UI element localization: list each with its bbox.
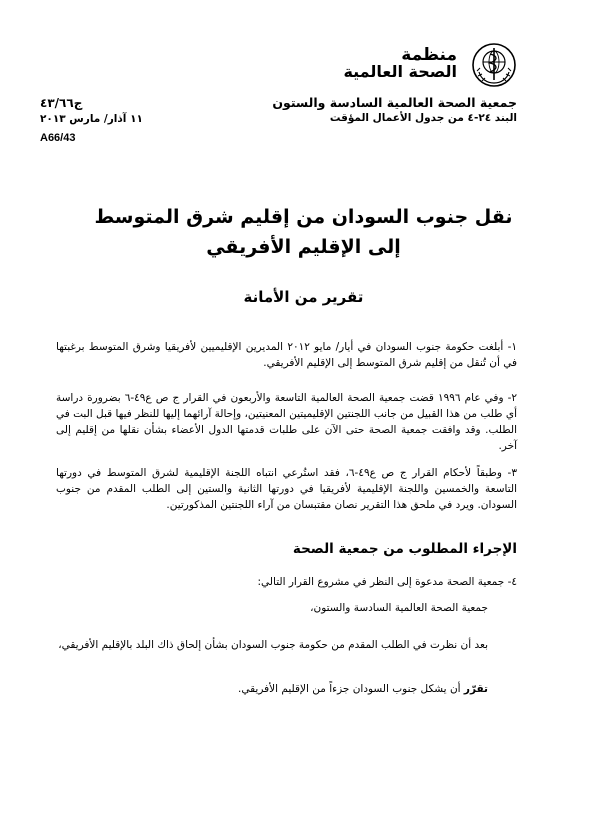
- decides-text: أن يشكل جنوب السودان جزءاً من الإقليم الأفريقي.: [238, 683, 461, 695]
- org-name-line1: منظمة: [401, 45, 457, 65]
- resolution-preamble: جمعية الصحة العالمية السادسة والستون،: [310, 602, 488, 614]
- who-emblem-icon: [471, 42, 517, 88]
- paragraph-2: ٢- وفي عام ١٩٩٦ قضت جمعية الصحة العالمية التاسعة والأربعون في القرار ج ص ع٤٩-٦ بضرورة دراسة أي طلب من هذا القبيل من جانب اللجنتين الإقليميتين المعنيتين، وإحالة آرائهما إليها للنظر فيها قبل البت في الطلب. وقد وافقت جمعية الصحة حتى الآن على طلبات قدمتها الدول الأعضاء بشأن نقلها من إقليم إلى آخر.: [56, 392, 518, 452]
- title-line-2: إلى الإقليم الأفريقي: [206, 236, 401, 258]
- decides-keyword: تقرّر: [463, 683, 488, 695]
- paragraph-1: ١- أبلغت حكومة جنوب السودان في أيار/ مايو ٢٠١٢ المديرين الإقليميين لأفريقيا وشرق المتوسط برغبتها في أن تُنقل من إقليم شرق المتوسط إلى الإقليم الأفريقي.: [56, 341, 517, 369]
- org-name-line2: الصحة العالمية: [343, 62, 457, 81]
- resolution-considering: بعد أن نظرت في الطلب المقدم من حكومة جنوب السودان بشأن إلحاق ذاك البلد بالإقليم الأفريقي،: [58, 639, 488, 651]
- document-number: ج٤٣/٦٦: [40, 96, 83, 110]
- assembly-name: جمعية الصحة العالمية السادسة والستون: [272, 95, 517, 110]
- report-subtitle: تقرير من الأمانة: [243, 288, 364, 306]
- resolution-decides: [238, 683, 488, 695]
- document-title: [90, 202, 517, 262]
- document-symbol: A66/43: [40, 132, 76, 144]
- action-heading: الإجراء المطلوب من جمعية الصحة: [292, 541, 517, 557]
- paragraph-4: ٤- جمعية الصحة مدعوة إلى النظر في مشروع القرار التالي:: [257, 576, 517, 588]
- title-line-1: نقل جنوب السودان من إقليم شرق المتوسط: [94, 206, 513, 228]
- paragraph-3: ٣- وطبقاً لأحكام القرار ج ص ع٤٩-٦، فقد استُرعي انتباه اللجنة الإقليمية لشرق المتوسط في دورتها التاسعة والخمسين واللجنة الإقليمية لأفريقيا في دورتها الثانية والستين إلى الطلب المقدم من جنوب السودان. ويرد في ملحق هذا التقرير نصان مقتبسان من آراء اللجنتين المذكورتين.: [56, 467, 517, 511]
- document-date: ١١ آذار/ مارس ٢٠١٣: [40, 113, 143, 125]
- agenda-item: البند ٢٤-٤ من جدول الأعمال المؤقت: [329, 112, 517, 124]
